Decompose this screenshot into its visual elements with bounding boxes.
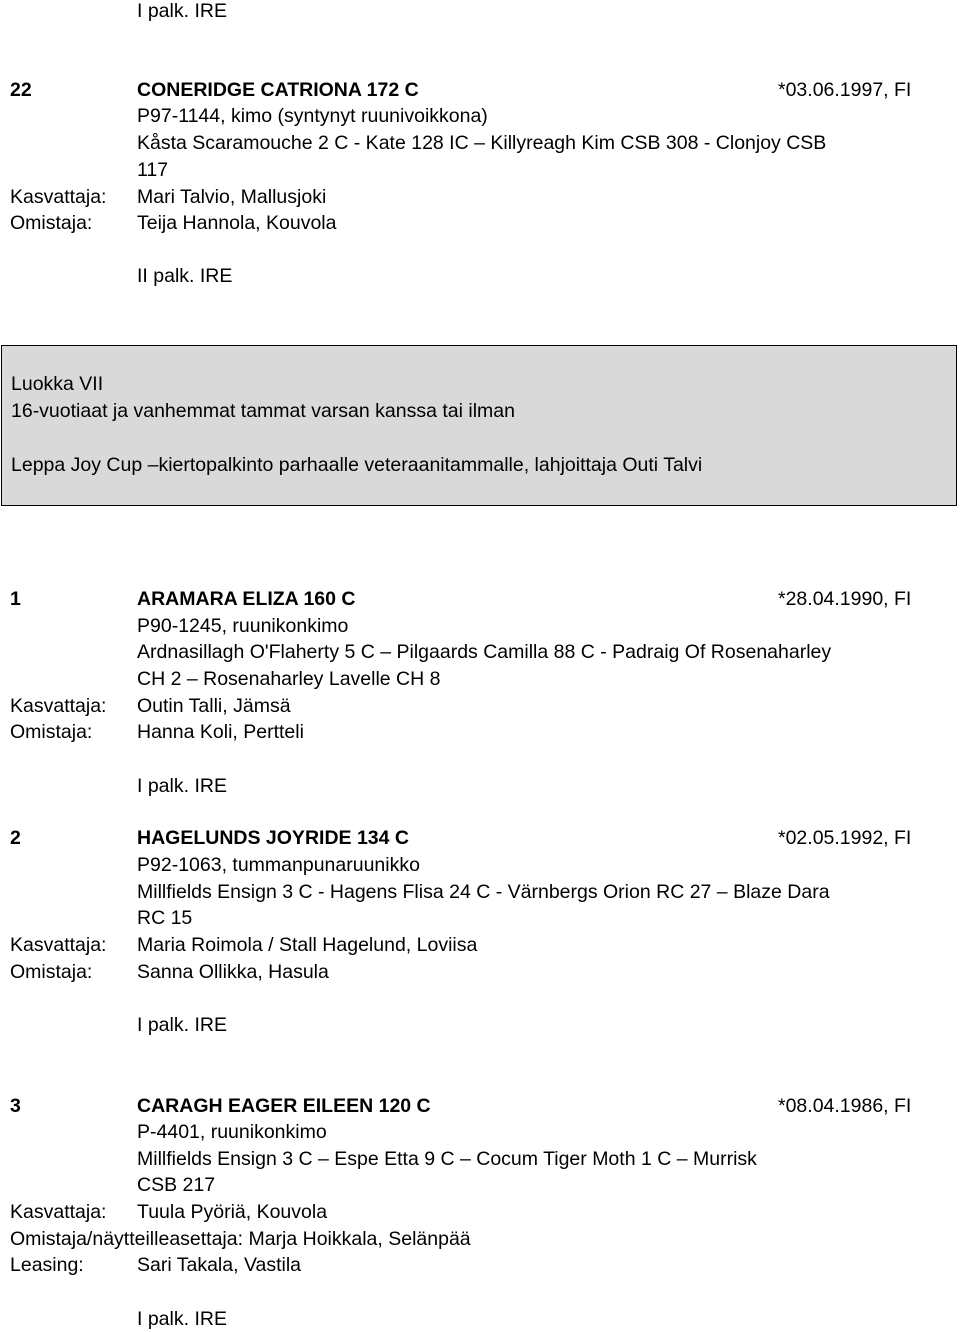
breeder: Tuula Pyöriä, Kouvola [137, 1201, 328, 1223]
owner-label: Omistaja: [10, 961, 93, 983]
horse-name: ARAMARA ELIZA 160 C [137, 588, 356, 610]
breeder-label: Kasvattaja: [10, 186, 107, 208]
previous-entry-prize: I palk. IRE [137, 0, 227, 22]
class-subtitle: 16-vuotiaat ja vanhemmat tammat varsan kanssa tai ilman [11, 400, 515, 422]
owner-exhibitor-line: Omistaja/näytteilleasettaja: Marja Hoikkala, Selänpää [10, 1228, 471, 1250]
entry-number: 22 [10, 79, 32, 101]
leasing-label: Leasing: [10, 1254, 84, 1276]
class-title: Luokka VII [11, 373, 104, 395]
breeder: Maria Roimola / Stall Hagelund, Loviisa [137, 934, 478, 956]
pedigree-line-1: Kåsta Scaramouche 2 C - Kate 128 IC – Killyreagh Kim CSB 308 - Clonjoy CSB [137, 132, 827, 154]
owner: Teija Hannola, Kouvola [137, 212, 337, 234]
registration-line: P92-1063, tummanpunaruunikko [137, 854, 420, 876]
entry-number: 3 [10, 1095, 21, 1117]
birth-date: *28.04.1990, FI [778, 588, 912, 610]
leasing: Sari Takala, Vastila [137, 1254, 302, 1276]
owner-label: Omistaja: [10, 721, 93, 743]
entry-number: 1 [10, 588, 21, 610]
pedigree-line-2: RC 15 [137, 907, 193, 929]
pedigree-line-1: Millfields Ensign 3 C – Espe Etta 9 C – Cocum Tiger Moth 1 C – Murrisk [137, 1148, 757, 1170]
prize: II palk. IRE [137, 265, 233, 287]
registration-line: P97-1144, kimo (syntynyt ruunivoikkona) [137, 105, 488, 127]
breeder: Mari Talvio, Mallusjoki [137, 186, 327, 208]
pedigree-line-2: CH 2 – Rosenaharley Lavelle CH 8 [137, 668, 441, 690]
owner: Hanna Koli, Pertteli [137, 721, 304, 743]
horse-name: HAGELUNDS JOYRIDE 134 C [137, 827, 409, 849]
breeder: Outin Talli, Jämsä [137, 695, 291, 717]
breeder-label: Kasvattaja: [10, 934, 107, 956]
owner: Sanna Ollikka, Hasula [137, 961, 329, 983]
horse-name: CARAGH EAGER EILEEN 120 C [137, 1095, 431, 1117]
entry-number: 2 [10, 827, 21, 849]
prize: I palk. IRE [137, 1308, 227, 1330]
registration-line: P90-1245, ruunikonkimo [137, 615, 349, 637]
class-header-box [1, 345, 957, 506]
birth-date: *03.06.1997, FI [778, 79, 912, 101]
birth-date: *02.05.1992, FI [778, 827, 912, 849]
pedigree-line-2: 117 [137, 159, 169, 181]
prize: I palk. IRE [137, 1014, 227, 1036]
trophy-description: Leppa Joy Cup –kiertopalkinto parhaalle veteraanitammalle, lahjoittaja Outi Talvi [11, 454, 703, 476]
owner-label: Omistaja: [10, 212, 93, 234]
prize: I palk. IRE [137, 775, 227, 797]
pedigree-line-1: Millfields Ensign 3 C - Hagens Flisa 24 C - Värnbergs Orion RC 27 – Blaze Dara [137, 881, 830, 903]
birth-date: *08.04.1986, FI [778, 1095, 912, 1117]
horse-name: CONERIDGE CATRIONA 172 C [137, 79, 419, 101]
pedigree-line-1: Ardnasillagh O'Flaherty 5 C – Pilgaards Camilla 88 C - Padraig Of Rosenaharley [137, 641, 832, 663]
pedigree-line-2: CSB 217 [137, 1174, 216, 1196]
breeder-label: Kasvattaja: [10, 695, 107, 717]
registration-line: P-4401, ruunikonkimo [137, 1121, 327, 1143]
breeder-label: Kasvattaja: [10, 1201, 107, 1223]
